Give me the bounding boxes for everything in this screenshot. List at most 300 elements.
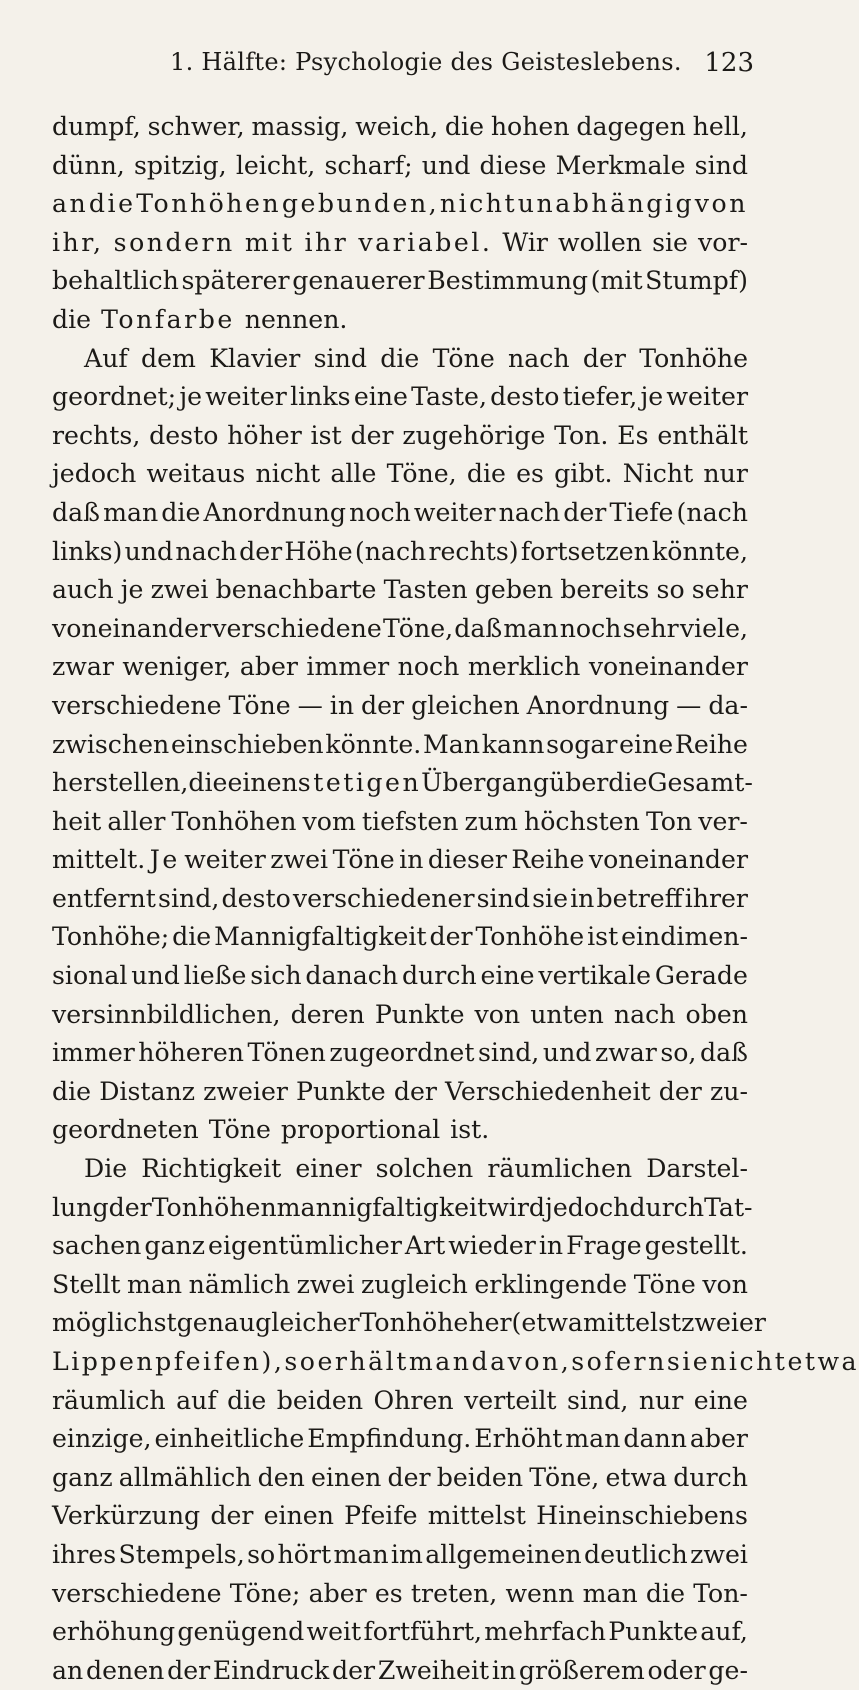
word: und bbox=[124, 536, 174, 566]
word: die bbox=[188, 768, 228, 798]
word: daß bbox=[699, 1038, 748, 1068]
word: zugeordnet bbox=[329, 1038, 475, 1068]
word: Töne bbox=[633, 1269, 696, 1299]
word: und bbox=[131, 961, 180, 991]
word: weit bbox=[306, 1617, 362, 1647]
word: Töne; bbox=[229, 1578, 301, 1608]
word: sind, bbox=[158, 883, 220, 913]
word: noch bbox=[349, 497, 411, 527]
text-line bbox=[52, 147, 748, 186]
word: höher bbox=[227, 420, 302, 450]
word: der bbox=[393, 1076, 437, 1106]
word: Empfindung. bbox=[307, 1424, 472, 1454]
word: Taste, bbox=[411, 382, 487, 412]
word: verschiedene bbox=[52, 690, 222, 720]
text-line bbox=[52, 726, 748, 765]
word: Hineinschiebens bbox=[536, 1501, 748, 1531]
word: einschieben bbox=[170, 729, 324, 759]
word: der bbox=[658, 1076, 702, 1106]
word: Punkte bbox=[374, 999, 465, 1029]
word: dagegen bbox=[576, 112, 686, 141]
word: könnte. bbox=[325, 729, 422, 759]
word: man bbox=[127, 1269, 183, 1299]
word: beiden bbox=[436, 1462, 524, 1492]
text-line bbox=[52, 1613, 748, 1652]
word: fortführt, bbox=[363, 1617, 483, 1647]
word: eigentümlicher bbox=[208, 1231, 402, 1261]
word: Frage bbox=[566, 1231, 642, 1261]
word: auf, bbox=[700, 1617, 748, 1647]
text-line bbox=[52, 957, 748, 996]
word: Stumpf) bbox=[645, 266, 748, 296]
text-line bbox=[52, 687, 748, 726]
word: ganz bbox=[52, 1462, 113, 1492]
word: oder bbox=[647, 1655, 706, 1685]
word: einzige, bbox=[52, 1424, 152, 1454]
word: Erhöht bbox=[474, 1424, 563, 1454]
word: Auf bbox=[84, 343, 128, 373]
word: vor- bbox=[698, 227, 748, 257]
text-line bbox=[52, 340, 748, 379]
word: versinnbildlichen, bbox=[52, 999, 281, 1029]
word: dieser bbox=[427, 845, 507, 875]
word: nicht bbox=[710, 1347, 788, 1376]
word: ist bbox=[310, 420, 342, 450]
word: voneinander bbox=[588, 652, 748, 682]
page-number: 123 bbox=[704, 48, 754, 78]
word: es bbox=[374, 1578, 403, 1608]
word: ist. bbox=[450, 1115, 490, 1145]
word: genauerer bbox=[292, 266, 425, 296]
word: nicht bbox=[439, 189, 518, 219]
word: nach bbox=[498, 497, 561, 527]
word: Zweiheit bbox=[377, 1655, 490, 1685]
word: unten bbox=[530, 999, 604, 1029]
word: zwei bbox=[296, 1269, 355, 1299]
word: Es bbox=[617, 420, 649, 450]
word: eine bbox=[480, 961, 535, 991]
word: weiter bbox=[666, 382, 748, 412]
word: jedoch bbox=[52, 459, 137, 489]
word: desto bbox=[490, 382, 560, 412]
text-line bbox=[52, 1536, 748, 1575]
text-line bbox=[52, 1189, 753, 1228]
word: zweier bbox=[203, 1076, 288, 1106]
word: sind bbox=[313, 343, 367, 373]
word: nach bbox=[508, 343, 570, 373]
word: Tasten bbox=[383, 575, 468, 605]
word: zugehörige bbox=[402, 420, 546, 450]
word: diese bbox=[479, 150, 547, 180]
word: mehrfach bbox=[484, 1617, 607, 1647]
word: vom bbox=[302, 806, 356, 836]
word: sogar bbox=[546, 729, 618, 759]
word: von bbox=[474, 999, 521, 1029]
text-line bbox=[52, 610, 748, 649]
word: die bbox=[172, 922, 212, 952]
word: ihres bbox=[52, 1539, 117, 1569]
word: daß bbox=[52, 497, 100, 527]
word: — bbox=[297, 690, 323, 720]
word: Nicht bbox=[622, 459, 694, 489]
word: je bbox=[640, 382, 664, 412]
word: über bbox=[548, 768, 609, 798]
text-line bbox=[52, 224, 748, 263]
word: Je bbox=[149, 845, 180, 875]
word: höchsten bbox=[524, 806, 640, 836]
word: alle bbox=[330, 459, 377, 489]
word: entfernt bbox=[52, 883, 156, 913]
word: die bbox=[645, 1578, 685, 1608]
word: in bbox=[491, 1655, 517, 1685]
word: sie bbox=[666, 1347, 711, 1376]
word: Mannigfaltigkeit bbox=[214, 922, 427, 952]
word: zu- bbox=[709, 1076, 748, 1106]
word: Pfeife bbox=[344, 1501, 418, 1531]
word: sofern bbox=[571, 1347, 667, 1376]
word: man bbox=[408, 1347, 472, 1376]
word: ihr, bbox=[52, 227, 104, 257]
word: der bbox=[582, 343, 626, 373]
word: sehr bbox=[622, 613, 679, 643]
word: Höhe bbox=[284, 536, 353, 566]
text-line bbox=[52, 1111, 748, 1150]
word: davon, bbox=[471, 1347, 572, 1376]
word: in bbox=[570, 883, 595, 913]
word: solchen bbox=[375, 1154, 474, 1184]
word: mittelst bbox=[427, 1501, 526, 1531]
word: ihrer bbox=[684, 883, 748, 913]
word: eine bbox=[353, 382, 408, 412]
word: zwischen bbox=[52, 729, 170, 759]
word: nur bbox=[703, 459, 748, 489]
word: Stempels, bbox=[118, 1539, 245, 1569]
word: Reihe bbox=[511, 845, 585, 875]
text-line bbox=[52, 1459, 748, 1498]
text-line bbox=[52, 803, 748, 842]
word: die bbox=[52, 1076, 92, 1106]
word: ganz bbox=[144, 1231, 206, 1261]
word: dann bbox=[623, 1424, 687, 1454]
text-line bbox=[52, 262, 748, 301]
text-line bbox=[52, 571, 748, 610]
text-line bbox=[52, 1652, 748, 1690]
word: links bbox=[290, 382, 351, 412]
word: durch bbox=[673, 1462, 748, 1492]
word: Ton bbox=[645, 806, 693, 836]
word: so bbox=[284, 1347, 318, 1376]
word: (nach bbox=[676, 497, 748, 527]
text-line bbox=[52, 1343, 859, 1382]
word: man bbox=[565, 1424, 621, 1454]
word: nämlich bbox=[188, 1269, 291, 1299]
word: möglichst bbox=[52, 1308, 177, 1338]
word: auf bbox=[176, 1385, 217, 1415]
word: Art bbox=[404, 1231, 446, 1261]
word: Anordnung bbox=[203, 497, 346, 527]
word: Töne, bbox=[386, 459, 457, 489]
word: Töne, bbox=[529, 1462, 600, 1492]
word: hell, bbox=[692, 112, 748, 141]
word: die bbox=[466, 459, 506, 489]
word: so bbox=[247, 1539, 276, 1569]
word: nach bbox=[175, 536, 237, 566]
word: nur bbox=[638, 1385, 684, 1415]
text-line bbox=[52, 764, 753, 803]
word: einen bbox=[227, 768, 298, 798]
word: — bbox=[676, 690, 702, 720]
word: allgemeinen bbox=[425, 1539, 582, 1569]
word: variabel. bbox=[358, 227, 493, 257]
word: Tonhöhe bbox=[475, 922, 585, 952]
word: weich, bbox=[355, 112, 439, 141]
text-line bbox=[52, 1497, 748, 1536]
word: sehr bbox=[691, 575, 748, 605]
word: sind, bbox=[567, 1385, 629, 1415]
word: jedoch bbox=[545, 1192, 630, 1222]
word: sional bbox=[52, 961, 128, 991]
word: wird bbox=[487, 1192, 546, 1222]
text-line bbox=[52, 417, 748, 456]
word: Eindruck bbox=[212, 1655, 330, 1685]
word: an bbox=[52, 1655, 84, 1685]
word: etwa bbox=[787, 1347, 859, 1376]
word: wenn bbox=[505, 1578, 575, 1608]
word: noch bbox=[397, 652, 460, 682]
text-line bbox=[52, 1420, 748, 1459]
word: dumpf, bbox=[52, 112, 141, 141]
word: erklingende bbox=[474, 1269, 628, 1299]
text-line bbox=[52, 494, 748, 533]
word: zwar bbox=[52, 652, 114, 682]
word: die bbox=[88, 189, 136, 219]
word: dem bbox=[141, 343, 196, 373]
text-line bbox=[52, 185, 748, 224]
word: proportional bbox=[280, 1115, 441, 1145]
word: der bbox=[563, 497, 607, 527]
word: Ton- bbox=[693, 1578, 748, 1608]
word: Tonhöhenmannigfaltigkeit bbox=[151, 1192, 488, 1222]
word: ließe bbox=[183, 961, 247, 991]
word: so, bbox=[660, 1038, 697, 1068]
word: lung bbox=[52, 1192, 109, 1222]
word: zwar bbox=[594, 1038, 657, 1068]
word: mit bbox=[244, 227, 295, 257]
word: der bbox=[350, 420, 394, 450]
word: an bbox=[52, 189, 89, 219]
word: räumlich bbox=[52, 1385, 166, 1415]
word: ihr bbox=[304, 227, 349, 257]
word: Ton. bbox=[554, 420, 609, 450]
word: weniger, bbox=[122, 652, 232, 682]
word: wollen bbox=[558, 227, 642, 257]
word: geben bbox=[474, 575, 554, 605]
word: in bbox=[329, 690, 355, 720]
word: von bbox=[694, 189, 748, 219]
word: der bbox=[108, 1192, 152, 1222]
word: (nach bbox=[354, 536, 427, 566]
text-line bbox=[52, 1304, 766, 1343]
text-line bbox=[52, 108, 748, 147]
word: die bbox=[52, 304, 92, 334]
word: erhöhung bbox=[52, 1617, 176, 1647]
word: geordneten bbox=[52, 1115, 199, 1145]
word: Lippenpfeifen), bbox=[52, 1347, 285, 1376]
word: und bbox=[542, 1038, 592, 1068]
word: verteilt bbox=[464, 1385, 557, 1415]
word: Ohren bbox=[373, 1385, 454, 1415]
word: Wir bbox=[502, 227, 548, 257]
word: der bbox=[210, 1501, 254, 1531]
word: höheren bbox=[138, 1038, 244, 1068]
word: sie bbox=[532, 883, 568, 913]
word: der bbox=[167, 1655, 211, 1685]
word: Punkte bbox=[608, 1617, 698, 1647]
word: räumlichen bbox=[487, 1154, 633, 1184]
word: von bbox=[702, 1269, 748, 1299]
word: tiefsten bbox=[361, 806, 459, 836]
word: nicht bbox=[255, 459, 321, 489]
word: den bbox=[257, 1462, 305, 1492]
word: stetigen bbox=[297, 768, 422, 798]
word: gibt. bbox=[554, 459, 613, 489]
word: eindimen- bbox=[621, 922, 748, 952]
word: durch bbox=[401, 961, 477, 991]
word: zum bbox=[464, 806, 518, 836]
word: rechts, bbox=[52, 420, 141, 450]
running-header bbox=[0, 48, 800, 88]
text-line bbox=[52, 1150, 748, 1189]
word: die bbox=[444, 112, 484, 141]
word: deren bbox=[290, 999, 365, 1029]
word: noch bbox=[559, 613, 622, 643]
word: desto bbox=[149, 420, 219, 450]
word: massig, bbox=[251, 112, 349, 141]
word: fortsetzen bbox=[520, 536, 650, 566]
word: ist bbox=[587, 922, 619, 952]
word: bereits bbox=[560, 575, 650, 605]
word: es bbox=[516, 459, 544, 489]
word: etwa bbox=[605, 1462, 668, 1492]
word: der bbox=[361, 690, 405, 720]
word: gleicher bbox=[255, 1308, 360, 1338]
text-line bbox=[52, 996, 748, 1035]
word: Verschiedenheit bbox=[445, 1076, 651, 1106]
word: je bbox=[179, 382, 203, 412]
word: sondern bbox=[113, 227, 235, 257]
word: Gerade bbox=[654, 961, 748, 991]
word: sachen bbox=[52, 1231, 142, 1261]
word: kann bbox=[481, 729, 545, 759]
word: Übergang bbox=[421, 768, 549, 798]
word: größerem bbox=[518, 1655, 645, 1685]
word: Tonhöhe bbox=[639, 343, 748, 373]
word: links) bbox=[52, 536, 123, 566]
word: merklich bbox=[467, 652, 581, 682]
word: betreff bbox=[596, 883, 683, 913]
word: immer bbox=[306, 652, 390, 682]
word: sind, bbox=[477, 1038, 540, 1068]
text-line bbox=[52, 1073, 748, 1112]
word: daß bbox=[454, 613, 503, 643]
word: Die bbox=[84, 1154, 128, 1184]
word: so bbox=[656, 575, 685, 605]
word: nach bbox=[613, 999, 676, 1029]
word: Töne bbox=[228, 690, 291, 720]
word: zugleich bbox=[360, 1269, 468, 1299]
word: man bbox=[103, 497, 159, 527]
word: eine bbox=[619, 729, 674, 759]
word: die bbox=[161, 497, 201, 527]
text-line bbox=[52, 1266, 748, 1305]
text-line bbox=[52, 1034, 748, 1073]
word: voneinander bbox=[588, 845, 748, 875]
word: hört bbox=[277, 1539, 332, 1569]
word: sind bbox=[476, 883, 530, 913]
word: treten, bbox=[410, 1578, 498, 1608]
word: rechts) bbox=[428, 536, 519, 566]
word: weiter bbox=[205, 382, 287, 412]
word: aber bbox=[308, 1578, 367, 1608]
text-line bbox=[52, 1575, 748, 1614]
word: Tonhöhe bbox=[359, 1308, 469, 1338]
word: mittelt. bbox=[52, 845, 146, 875]
word: der bbox=[239, 536, 283, 566]
word: gleichen bbox=[411, 690, 520, 720]
word: enthält bbox=[657, 420, 748, 450]
word: die bbox=[608, 768, 648, 798]
word: denen bbox=[85, 1655, 165, 1685]
word: nennen. bbox=[244, 304, 348, 334]
word: sind bbox=[694, 150, 748, 180]
word: geordnet; bbox=[52, 382, 177, 412]
text-line bbox=[52, 533, 748, 572]
word: ge- bbox=[708, 1655, 748, 1685]
word: man bbox=[503, 613, 559, 643]
text-line bbox=[52, 880, 748, 919]
word: der bbox=[429, 922, 473, 952]
word: einen bbox=[263, 1501, 334, 1531]
word: Distanz bbox=[99, 1076, 196, 1106]
word: erhält bbox=[317, 1347, 409, 1376]
text-line bbox=[52, 841, 748, 880]
word: in bbox=[399, 845, 424, 875]
word: Klavier bbox=[209, 343, 301, 373]
word: ver- bbox=[698, 806, 748, 836]
word: mittelst bbox=[582, 1308, 682, 1338]
word: Töne bbox=[432, 343, 495, 373]
text-line bbox=[52, 378, 748, 417]
word: heit bbox=[52, 806, 102, 836]
word: auch bbox=[52, 575, 114, 605]
word: (etwa bbox=[511, 1308, 583, 1338]
text-line bbox=[52, 648, 748, 687]
word: je bbox=[120, 575, 144, 605]
word: allmählich bbox=[118, 1462, 252, 1492]
word: beiden bbox=[276, 1385, 364, 1415]
word: gebunden, bbox=[281, 189, 440, 219]
word: einen bbox=[311, 1462, 382, 1492]
word: Darstel- bbox=[646, 1154, 748, 1184]
word: man bbox=[333, 1539, 389, 1569]
word: genügend bbox=[177, 1617, 305, 1647]
text-line bbox=[52, 455, 748, 494]
word: Bestimmung bbox=[427, 266, 589, 296]
word: verschiedene bbox=[212, 613, 382, 643]
word: weiter bbox=[413, 497, 496, 527]
word: (mit bbox=[590, 266, 643, 296]
word: tiefer, bbox=[562, 382, 638, 412]
